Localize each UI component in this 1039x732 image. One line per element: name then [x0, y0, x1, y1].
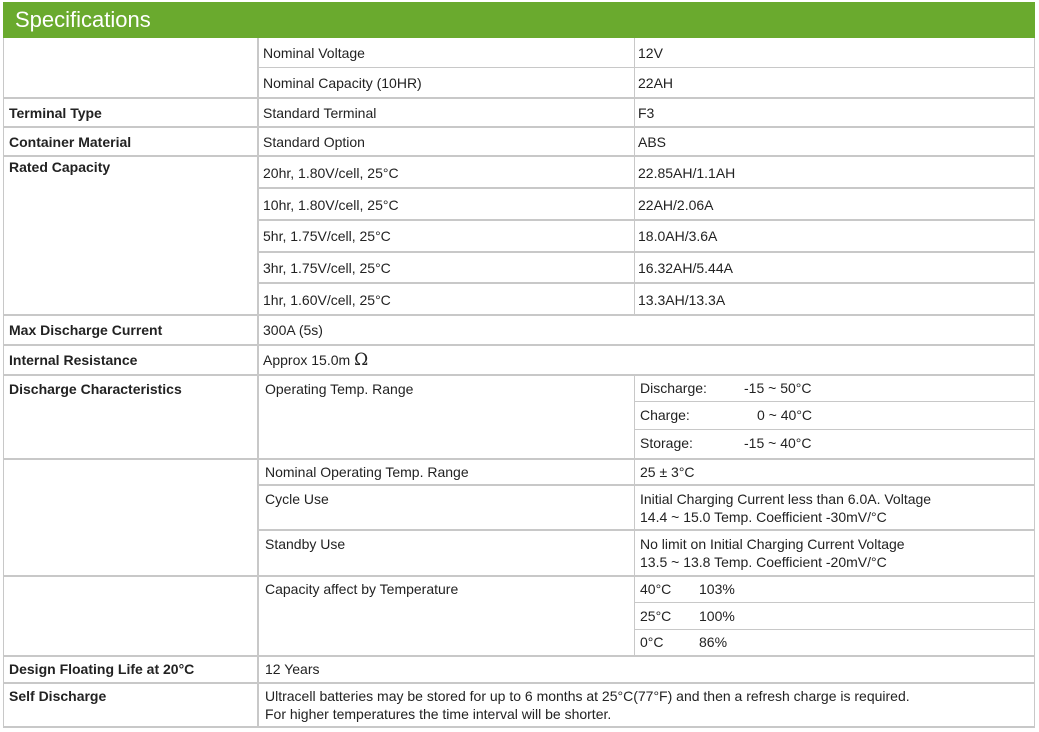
charge-name: Charge:: [640, 407, 690, 423]
rated-capacity-value: 22AH/2.06A: [638, 197, 714, 213]
rated-capacity-label: Rated Capacity: [9, 159, 111, 175]
row-divider: [635, 401, 1034, 402]
row-divider: [635, 629, 1034, 630]
discharge-name: Discharge:: [640, 380, 707, 396]
capacity-percent: 86%: [699, 634, 728, 650]
nominal-capacity-label: Nominal Capacity (10HR): [263, 75, 422, 91]
nominal-operating-temp-value: 25 ± 3°C: [640, 464, 695, 480]
row-divider: [635, 429, 1034, 430]
rated-capacity-value: 13.3AH/13.3A: [638, 292, 726, 308]
row-divider: [4, 314, 1034, 316]
rated-capacity-value: 18.0AH/3.6A: [638, 228, 718, 244]
internal-resistance-value: [263, 351, 368, 369]
row-divider: [4, 575, 1034, 577]
row-divider: [258, 67, 1034, 68]
container-material-option: Standard Option: [263, 134, 365, 150]
storage-name: Storage:: [640, 435, 693, 451]
standby-use-line: 13.5 ~ 13.8 Temp. Coefficient -20mV/°C: [640, 554, 887, 570]
nominal-capacity-value: 22AH: [638, 75, 674, 91]
row-divider: [258, 251, 1034, 253]
standby-use-label: Standby Use: [265, 536, 346, 552]
row-divider: [4, 458, 1034, 460]
row-divider: [4, 344, 1034, 346]
column-divider: [257, 38, 259, 726]
charge-range: 0 ~ 40°C: [757, 407, 813, 423]
container-material-value: ABS: [638, 134, 667, 150]
terminal-type-value: F3: [638, 105, 655, 121]
internal-resistance-label: Internal Resistance: [9, 352, 138, 368]
row-divider: [4, 155, 1034, 157]
capacity-temp: 0°C: [640, 634, 664, 650]
row-divider: [4, 374, 1034, 376]
nominal-voltage-label: Nominal Voltage: [263, 45, 365, 61]
standby-use-line: No limit on Initial Charging Current Voltage: [640, 536, 905, 552]
terminal-type-label: Terminal Type: [9, 105, 102, 121]
row-divider: [4, 682, 1034, 684]
nominal-operating-temp-label: Nominal Operating Temp. Range: [265, 464, 469, 480]
cycle-use-line: Initial Charging Current less than 6.0A. Voltage: [640, 491, 932, 507]
column-divider: [634, 374, 635, 655]
row-divider: [4, 126, 1034, 128]
discharge-range: -15 ~ 50°C: [744, 380, 812, 396]
self-discharge-label: Self Discharge: [9, 688, 107, 704]
rated-capacity-condition: 5hr, 1.75V/cell, 25°C: [263, 228, 391, 244]
rated-capacity-condition: 10hr, 1.80V/cell, 25°C: [263, 197, 399, 213]
internal-resistance-number: Approx 15.0m: [263, 352, 351, 368]
rated-capacity-value: 16.32AH/5.44A: [638, 260, 733, 276]
row-divider: [635, 602, 1034, 603]
row-divider: [4, 97, 1034, 99]
storage-range: -15 ~ 40°C: [744, 435, 812, 451]
discharge-characteristics-label: Discharge Characteristics: [9, 381, 182, 397]
row-divider: [258, 282, 1034, 284]
row-divider: [258, 187, 1034, 189]
terminal-type-option: Standard Terminal: [263, 105, 377, 121]
row-divider: [4, 726, 1034, 728]
rated-capacity-condition: 1hr, 1.60V/cell, 25°C: [263, 292, 391, 308]
self-discharge-line: Ultracell batteries may be stored for up to 6 months at 25°C(77°F) and then a refresh charge is required.: [265, 688, 910, 704]
row-divider: [4, 655, 1034, 657]
ohm-symbol: Ω: [354, 350, 369, 370]
cycle-use-line: 14.4 ~ 15.0 Temp. Coefficient -30mV/°C: [640, 509, 887, 525]
cycle-use-label: Cycle Use: [265, 491, 329, 507]
nominal-voltage-value: 12V: [638, 45, 663, 61]
design-floating-life-label: Design Floating Life at 20°C: [9, 661, 195, 677]
row-divider: [258, 529, 1034, 531]
row-divider: [258, 484, 1034, 486]
capacity-temperature-label: Capacity affect by Temperature: [265, 581, 459, 597]
max-discharge-current-value: 300A (5s): [263, 322, 323, 338]
design-floating-life-value: 12 Years: [265, 661, 320, 677]
specifications-header: [3, 2, 1035, 38]
self-discharge-line: For higher temperatures the time interval will be shorter.: [265, 706, 612, 722]
page-title: Specifications: [15, 7, 151, 32]
max-discharge-current-label: Max Discharge Current: [9, 322, 163, 338]
row-divider: [258, 219, 1034, 221]
rated-capacity-condition: 20hr, 1.80V/cell, 25°C: [263, 165, 399, 181]
operating-temp-range-label: Operating Temp. Range: [265, 381, 414, 397]
column-divider: [634, 38, 635, 314]
capacity-percent: 103%: [699, 581, 735, 597]
capacity-temp: 25°C: [640, 608, 672, 624]
capacity-temp: 40°C: [640, 581, 672, 597]
capacity-percent: 100%: [699, 608, 735, 624]
specifications-table: [3, 38, 1035, 728]
rated-capacity-value: 22.85AH/1.1AH: [638, 165, 736, 181]
container-material-label: Container Material: [9, 134, 132, 150]
rated-capacity-condition: 3hr, 1.75V/cell, 25°C: [263, 260, 391, 276]
